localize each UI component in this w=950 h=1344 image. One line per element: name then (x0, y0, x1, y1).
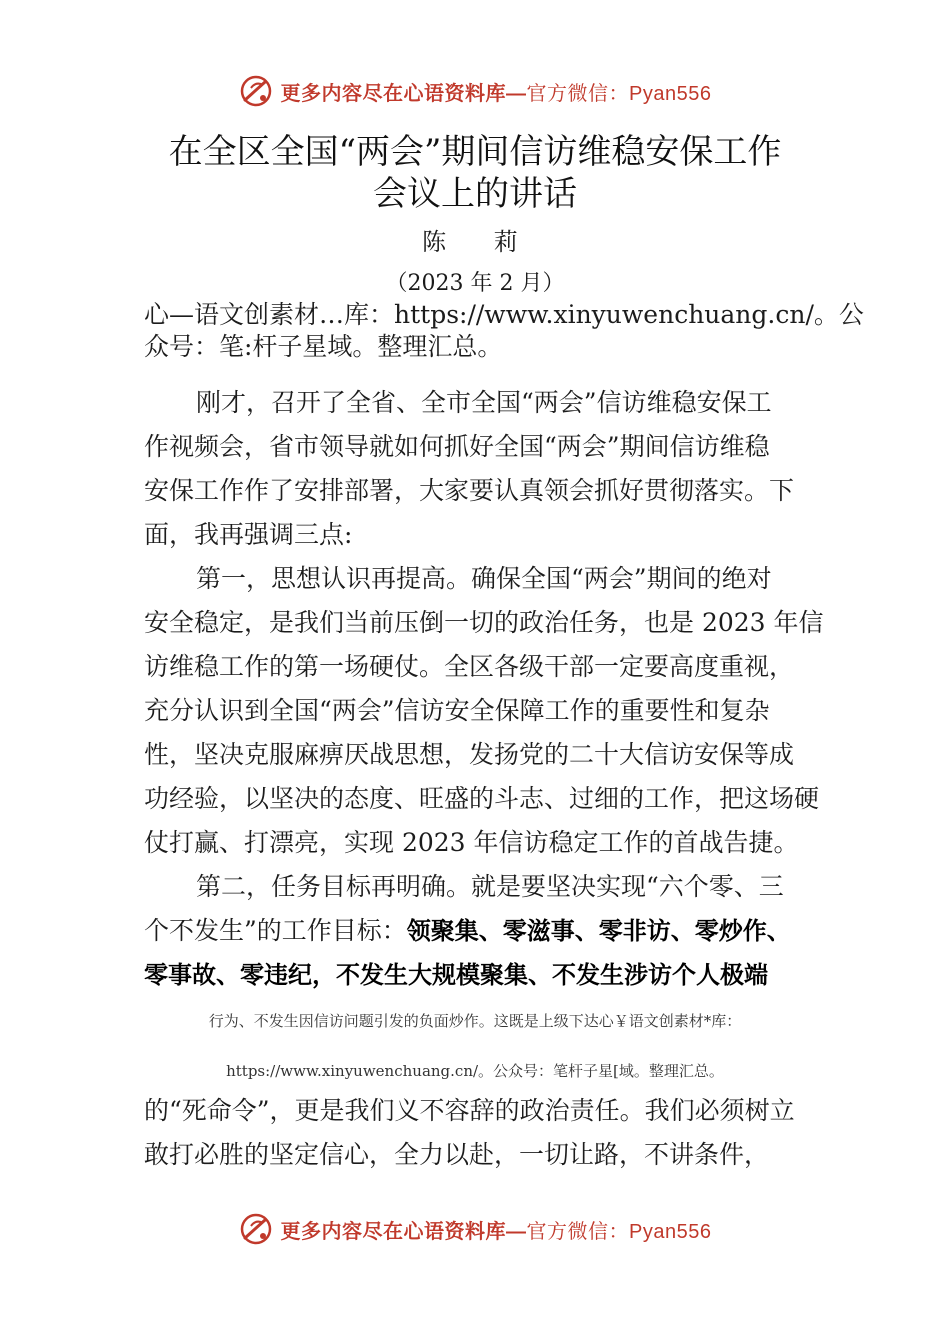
watermark-line-1: 行为、不发生因信访问题引发的负面炒作。这既是上级下达心￥语文创素材*库： (208, 1012, 742, 1030)
footer-banner (0, 1212, 950, 1246)
page-title-line-1: 在全区全国“两会”期间信访维稳安保工作 (168, 132, 782, 172)
banner-text: 更多内容尽在心语资料库—官方微信：Pyan556 (280, 1220, 712, 1243)
banner-wechat: 官方微信：Pyan556 (526, 1220, 712, 1243)
banner-text: 更多内容尽在心语资料库—官方微信：Pyan556 (280, 82, 712, 105)
paragraph-2-line: 仗打赢、打漂亮，实现 2023 年信访稳定工作的首战告捷。 (144, 828, 799, 857)
paragraph-1-line: 作视频会，省市领导就如何抓好全国“两会”期间信访维稳 (144, 432, 770, 461)
watermark-line-2: https://www.xinyuwenchuang.cn/。公众号：笔杆子星[域。整理汇总。 (226, 1062, 724, 1080)
paragraph-2-line: 功经验，以坚决的态度、旺盛的斗志、过细的工作，把这场硬 (144, 784, 820, 813)
paragraph-3-normal-text: 个不发生”的工作目标： (144, 916, 407, 945)
paragraph-3-line: 第二，任务目标再明确。就是要坚决实现“六个零、三 (196, 872, 784, 901)
paragraph-3-line: 的“死命令”，更是我们义不容辞的政治责任。我们必须树立 (144, 1096, 795, 1125)
paragraph-1-line: 面，我再强调三点: (144, 520, 353, 549)
date: （2023 年 2 月） (385, 271, 565, 296)
brand-logo-icon (239, 74, 273, 108)
paragraph-3-bold-text: 领聚集、零滋事、零非访、零炒作、 (406, 917, 791, 945)
paragraph-2-line: 性，坚决克服麻痹厌战思想，发扬党的二十大信访安保等成 (144, 740, 795, 769)
paragraph-3-bold-line: 零事故、零违纪，不发生大规模聚集、不发生涉访个人极端 (144, 961, 768, 989)
paragraph-1-line: 刚才，召开了全省、全市全国“两会”信访维稳安保工 (196, 388, 772, 417)
source-line-2: 众号：笔:杆子星域。整理汇总。 (144, 332, 503, 361)
banner-wechat: 官方微信：Pyan556 (526, 82, 712, 105)
paragraph-2-line: 访维稳工作的第一场硬仗。全区各级干部一定要高度重视， (144, 652, 795, 681)
paragraph-3-line (144, 914, 791, 948)
paragraph-3-line: 敢打必胜的坚定信心，全力以赴，一切让路，不讲条件， (144, 1140, 770, 1169)
author: 陈 莉 (422, 228, 538, 256)
page-title-line-2: 会议上的讲话 (373, 174, 577, 214)
paragraph-2-line: 第一，思想认识再提高。确保全国“两会”期间的绝对 (196, 564, 772, 593)
paragraph-1-line: 安保工作作了安排部署，大家要认真领会抓好贯彻落实。下 (144, 476, 795, 505)
paragraph-2-line: 充分认识到全国“两会”信访安全保障工作的重要性和复杂 (144, 696, 770, 725)
header-banner (0, 74, 950, 108)
source-line-1: 心—语文创素材…库：https://www.xinyuwenchuang.cn/。公 (144, 300, 864, 329)
brand-logo-icon (239, 1212, 273, 1246)
paragraph-2-line: 安全稳定，是我们当前压倒一切的政治任务，也是 2023 年信 (144, 608, 824, 637)
